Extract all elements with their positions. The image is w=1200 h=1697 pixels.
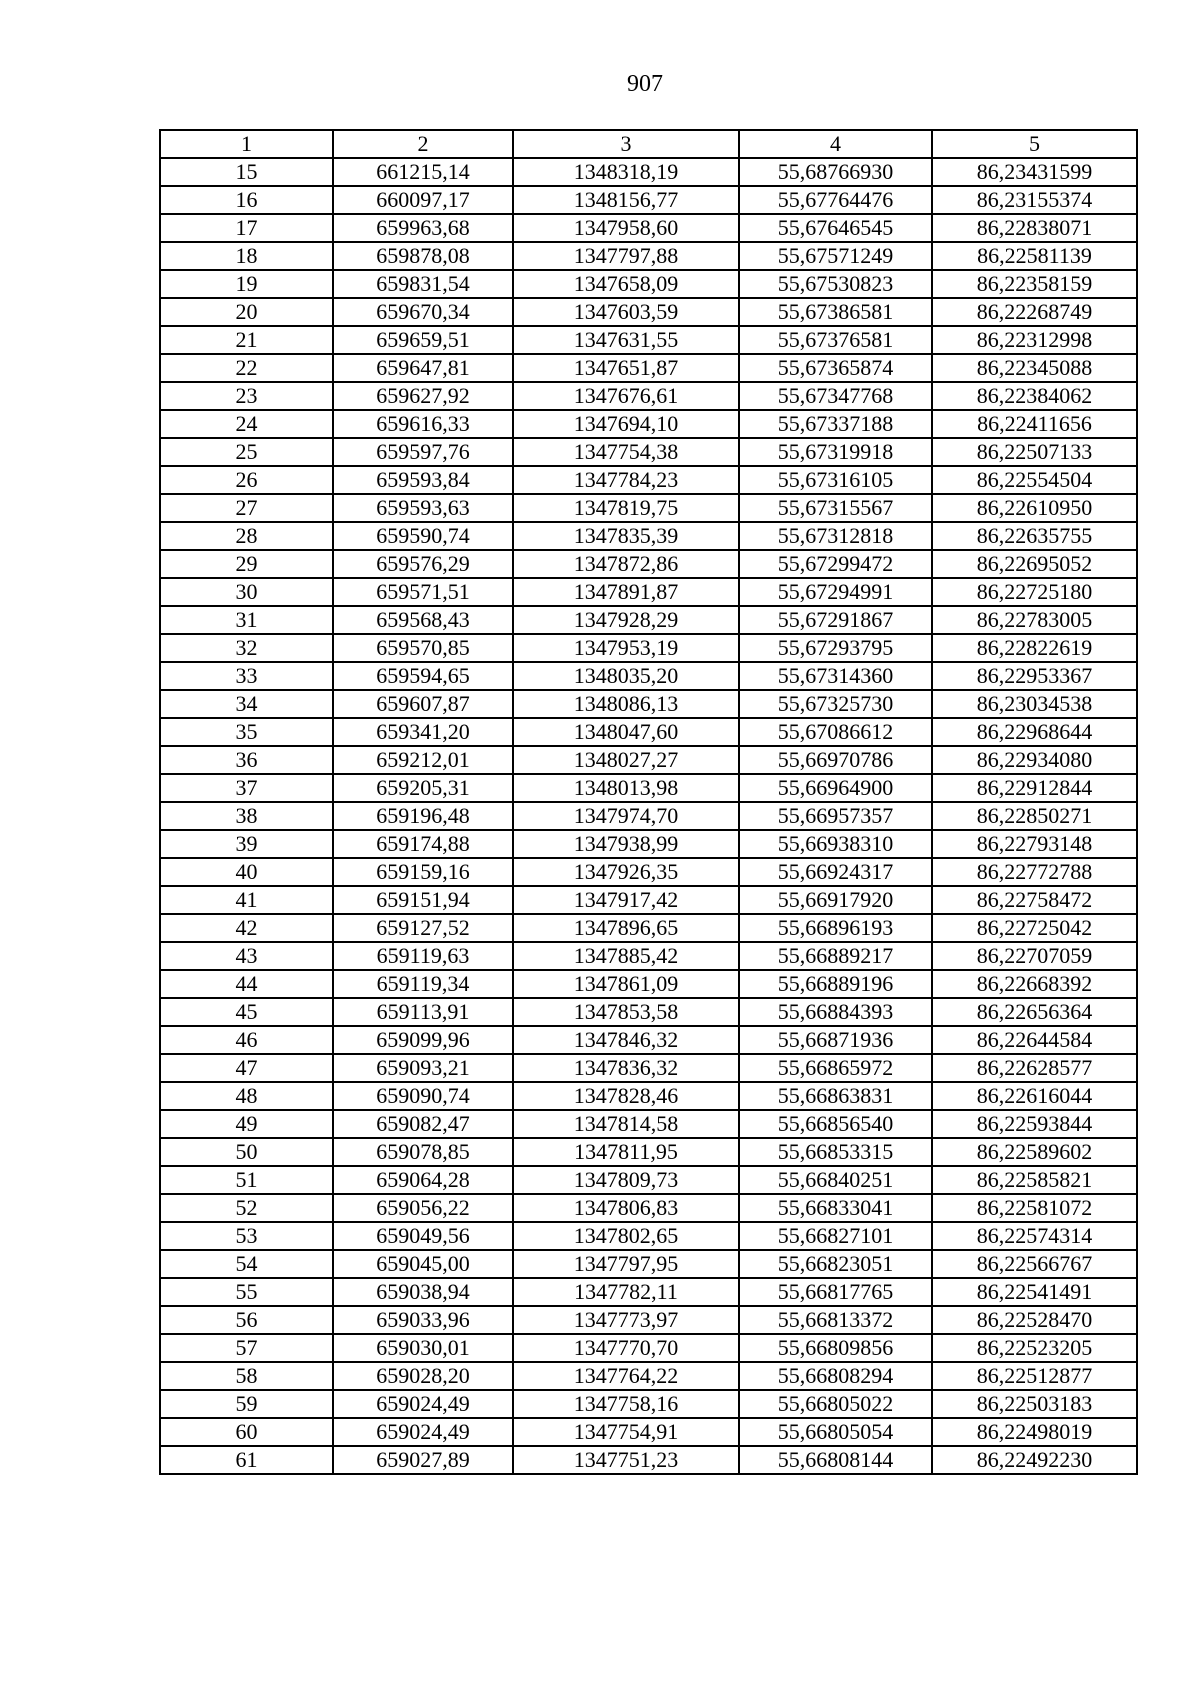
table-cell-col-1: 61 (160, 1446, 333, 1474)
table-cell-col-1: 42 (160, 914, 333, 942)
table-cell-col-4: 55,67365874 (739, 354, 932, 382)
table-cell-col-3: 1347836,32 (513, 1054, 739, 1082)
table-cell-col-3: 1348013,98 (513, 774, 739, 802)
table-cell-col-3: 1347811,95 (513, 1138, 739, 1166)
table-cell-col-4: 55,67316105 (739, 466, 932, 494)
table-cell-col-5: 86,22783005 (932, 606, 1137, 634)
table-cell-col-3: 1347797,88 (513, 242, 739, 270)
table-row (160, 326, 1137, 354)
table-cell-col-1: 26 (160, 466, 333, 494)
table-row (160, 410, 1137, 438)
table-cell-col-3: 1347926,35 (513, 858, 739, 886)
table-cell-col-2: 659593,84 (333, 466, 513, 494)
table-cell-col-4: 55,66827101 (739, 1222, 932, 1250)
table-cell-col-1: 49 (160, 1110, 333, 1138)
table-cell-col-2: 659196,48 (333, 802, 513, 830)
table-cell-col-1: 39 (160, 830, 333, 858)
table-cell-col-2: 659607,87 (333, 690, 513, 718)
table-cell-col-4: 55,66805054 (739, 1418, 932, 1446)
table-cell-col-3: 1347806,83 (513, 1194, 739, 1222)
table-cell-col-5: 86,22528470 (932, 1306, 1137, 1334)
table-row (160, 802, 1137, 830)
table-cell-col-5: 86,22507133 (932, 438, 1137, 466)
table-cell-col-2: 659078,85 (333, 1138, 513, 1166)
table-row (160, 550, 1137, 578)
table-cell-col-4: 55,67299472 (739, 550, 932, 578)
table-cell-col-2: 659597,76 (333, 438, 513, 466)
table-cell-col-3: 1347809,73 (513, 1166, 739, 1194)
table-cell-col-2: 659205,31 (333, 774, 513, 802)
table-row (160, 718, 1137, 746)
table-cell-col-4: 55,67325730 (739, 690, 932, 718)
table-cell-col-4: 55,67764476 (739, 186, 932, 214)
table-cell-col-4: 55,66863831 (739, 1082, 932, 1110)
table-cell-col-3: 1347938,99 (513, 830, 739, 858)
table-cell-col-1: 36 (160, 746, 333, 774)
table-cell-col-1: 37 (160, 774, 333, 802)
table-cell-col-2: 659082,47 (333, 1110, 513, 1138)
table-cell-col-1: 55 (160, 1278, 333, 1306)
table-row (160, 158, 1137, 186)
table-cell-col-5: 86,22610950 (932, 494, 1137, 522)
table-cell-col-3: 1347835,39 (513, 522, 739, 550)
table-cell-col-5: 86,22492230 (932, 1446, 1137, 1474)
table-cell-col-4: 55,67337188 (739, 410, 932, 438)
table-row (160, 186, 1137, 214)
table-row (160, 1250, 1137, 1278)
table-cell-col-3: 1347651,87 (513, 354, 739, 382)
table-cell-col-5: 86,22503183 (932, 1390, 1137, 1418)
table-cell-col-3: 1348035,20 (513, 662, 739, 690)
table-cell-col-1: 38 (160, 802, 333, 830)
table-cell-col-3: 1347958,60 (513, 214, 739, 242)
table-cell-col-5: 86,22593844 (932, 1110, 1137, 1138)
table-cell-col-4: 55,67530823 (739, 270, 932, 298)
table-row (160, 634, 1137, 662)
table-cell-col-5: 86,22541491 (932, 1278, 1137, 1306)
table-row (160, 270, 1137, 298)
table-cell-col-3: 1348156,77 (513, 186, 739, 214)
table-row (160, 1082, 1137, 1110)
table-cell-col-1: 46 (160, 1026, 333, 1054)
table-cell-col-5: 86,22695052 (932, 550, 1137, 578)
table-cell-col-5: 86,22725180 (932, 578, 1137, 606)
table-row (160, 298, 1137, 326)
table-cell-col-5: 86,22566767 (932, 1250, 1137, 1278)
table-cell-col-4: 55,67291867 (739, 606, 932, 634)
table-cell-col-5: 86,22384062 (932, 382, 1137, 410)
table-cell-col-4: 55,66865972 (739, 1054, 932, 1082)
table-row (160, 998, 1137, 1026)
table-cell-col-4: 55,66970786 (739, 746, 932, 774)
table-cell-col-2: 659049,56 (333, 1222, 513, 1250)
table-cell-col-5: 86,22581072 (932, 1194, 1137, 1222)
table-cell-col-3: 1347917,42 (513, 886, 739, 914)
table-cell-col-4: 55,66889217 (739, 942, 932, 970)
table-cell-col-1: 22 (160, 354, 333, 382)
table-row (160, 746, 1137, 774)
table-row (160, 1446, 1137, 1474)
table-row (160, 242, 1137, 270)
table-cell-col-5: 86,22707059 (932, 942, 1137, 970)
table-cell-col-1: 60 (160, 1418, 333, 1446)
table-cell-col-4: 55,67314360 (739, 662, 932, 690)
table-cell-col-4: 55,66809856 (739, 1334, 932, 1362)
table-cell-col-4: 55,66805022 (739, 1390, 932, 1418)
table-cell-col-5: 86,22589602 (932, 1138, 1137, 1166)
column-header-5: 5 (932, 130, 1137, 158)
table-cell-col-2: 659831,54 (333, 270, 513, 298)
table-cell-col-3: 1347896,65 (513, 914, 739, 942)
table-cell-col-2: 659590,74 (333, 522, 513, 550)
table-cell-col-3: 1347751,23 (513, 1446, 739, 1474)
table-cell-col-5: 86,22912844 (932, 774, 1137, 802)
table-cell-col-4: 55,66938310 (739, 830, 932, 858)
table-row (160, 1334, 1137, 1362)
table-cell-col-2: 659119,63 (333, 942, 513, 970)
table-cell-col-2: 659045,00 (333, 1250, 513, 1278)
table-cell-col-2: 659038,94 (333, 1278, 513, 1306)
table-cell-col-4: 55,66924317 (739, 858, 932, 886)
table-cell-col-5: 86,22635755 (932, 522, 1137, 550)
coordinates-table (159, 129, 1138, 1475)
table-row (160, 1166, 1137, 1194)
table-row (160, 1222, 1137, 1250)
table-cell-col-5: 86,22345088 (932, 354, 1137, 382)
table-cell-col-3: 1347953,19 (513, 634, 739, 662)
table-cell-col-3: 1347754,38 (513, 438, 739, 466)
table-cell-col-4: 55,66823051 (739, 1250, 932, 1278)
table-cell-col-3: 1347782,11 (513, 1278, 739, 1306)
table-row (160, 942, 1137, 970)
table-cell-col-3: 1347891,87 (513, 578, 739, 606)
table-cell-col-2: 659064,28 (333, 1166, 513, 1194)
table-cell-col-5: 86,22668392 (932, 970, 1137, 998)
table-cell-col-3: 1347797,95 (513, 1250, 739, 1278)
table-row (160, 1390, 1137, 1418)
table-cell-col-2: 659119,34 (333, 970, 513, 998)
table-cell-col-2: 659151,94 (333, 886, 513, 914)
table-cell-col-1: 29 (160, 550, 333, 578)
table-cell-col-2: 659024,49 (333, 1390, 513, 1418)
table-cell-col-4: 55,66817765 (739, 1278, 932, 1306)
table-row (160, 1418, 1137, 1446)
table-cell-col-4: 55,66964900 (739, 774, 932, 802)
table-cell-col-1: 40 (160, 858, 333, 886)
table-cell-col-4: 55,66896193 (739, 914, 932, 942)
table-cell-col-2: 660097,17 (333, 186, 513, 214)
table-row (160, 970, 1137, 998)
table-cell-col-1: 44 (160, 970, 333, 998)
table-cell-col-3: 1347773,97 (513, 1306, 739, 1334)
table-cell-col-1: 18 (160, 242, 333, 270)
table-cell-col-5: 86,22838071 (932, 214, 1137, 242)
table-row (160, 690, 1137, 718)
column-header-3: 3 (513, 130, 739, 158)
table-cell-col-1: 56 (160, 1306, 333, 1334)
table-cell-col-5: 86,22268749 (932, 298, 1137, 326)
table-cell-col-3: 1347770,70 (513, 1334, 739, 1362)
table-cell-col-2: 659027,89 (333, 1446, 513, 1474)
table-cell-col-3: 1348047,60 (513, 718, 739, 746)
table-cell-col-1: 50 (160, 1138, 333, 1166)
table-cell-col-5: 86,22953367 (932, 662, 1137, 690)
table-cell-col-2: 659212,01 (333, 746, 513, 774)
table-cell-col-1: 20 (160, 298, 333, 326)
table-cell-col-2: 659571,51 (333, 578, 513, 606)
column-header-2: 2 (333, 130, 513, 158)
table-cell-col-3: 1347764,22 (513, 1362, 739, 1390)
table-cell-col-5: 86,22312998 (932, 326, 1137, 354)
table-cell-col-3: 1347658,09 (513, 270, 739, 298)
table-row (160, 466, 1137, 494)
table-row (160, 578, 1137, 606)
table-cell-col-3: 1347828,46 (513, 1082, 739, 1110)
table-cell-col-4: 55,67386581 (739, 298, 932, 326)
table-cell-col-3: 1347603,59 (513, 298, 739, 326)
table-cell-col-2: 659090,74 (333, 1082, 513, 1110)
table-row (160, 662, 1137, 690)
table-cell-col-4: 55,67646545 (739, 214, 932, 242)
table-cell-col-1: 45 (160, 998, 333, 1026)
table-cell-col-5: 86,22616044 (932, 1082, 1137, 1110)
table-cell-col-3: 1347814,58 (513, 1110, 739, 1138)
table-cell-col-1: 28 (160, 522, 333, 550)
table-cell-col-1: 33 (160, 662, 333, 690)
table-cell-col-4: 55,66813372 (739, 1306, 932, 1334)
table-row (160, 1138, 1137, 1166)
table-cell-col-1: 15 (160, 158, 333, 186)
table-cell-col-4: 55,66833041 (739, 1194, 932, 1222)
table-row (160, 522, 1137, 550)
table-cell-col-2: 659963,68 (333, 214, 513, 242)
table-cell-col-1: 16 (160, 186, 333, 214)
table-cell-col-5: 86,22581139 (932, 242, 1137, 270)
table-cell-col-1: 19 (160, 270, 333, 298)
table-cell-col-1: 59 (160, 1390, 333, 1418)
table-cell-col-2: 659341,20 (333, 718, 513, 746)
table-row (160, 914, 1137, 942)
table-cell-col-3: 1348318,19 (513, 158, 739, 186)
table-cell-col-4: 55,67347768 (739, 382, 932, 410)
table-cell-col-2: 659593,63 (333, 494, 513, 522)
table-cell-col-5: 86,22793148 (932, 830, 1137, 858)
table-cell-col-1: 31 (160, 606, 333, 634)
table-cell-col-1: 54 (160, 1250, 333, 1278)
table-cell-col-5: 86,22523205 (932, 1334, 1137, 1362)
table-cell-col-1: 58 (160, 1362, 333, 1390)
table-row (160, 1054, 1137, 1082)
table-cell-col-5: 86,22968644 (932, 718, 1137, 746)
table-cell-col-1: 52 (160, 1194, 333, 1222)
table-cell-col-1: 47 (160, 1054, 333, 1082)
table-cell-col-2: 659627,92 (333, 382, 513, 410)
table-cell-col-2: 659033,96 (333, 1306, 513, 1334)
table-cell-col-4: 55,66871936 (739, 1026, 932, 1054)
table-cell-col-1: 53 (160, 1222, 333, 1250)
table-row (160, 494, 1137, 522)
table-cell-col-3: 1347819,75 (513, 494, 739, 522)
table-body (160, 158, 1137, 1474)
table-cell-col-2: 659568,43 (333, 606, 513, 634)
table-cell-col-1: 51 (160, 1166, 333, 1194)
table-cell-col-1: 23 (160, 382, 333, 410)
table-cell-col-2: 659099,96 (333, 1026, 513, 1054)
table-cell-col-4: 55,67319918 (739, 438, 932, 466)
table-cell-col-2: 659174,88 (333, 830, 513, 858)
table-row (160, 1306, 1137, 1334)
table-cell-col-5: 86,22644584 (932, 1026, 1137, 1054)
table-row (160, 1026, 1137, 1054)
table-cell-col-3: 1347846,32 (513, 1026, 739, 1054)
table-cell-col-1: 25 (160, 438, 333, 466)
table-cell-col-5: 86,22358159 (932, 270, 1137, 298)
table-cell-col-2: 659093,21 (333, 1054, 513, 1082)
table-row (160, 886, 1137, 914)
table-cell-col-5: 86,22725042 (932, 914, 1137, 942)
table-cell-col-5: 86,22772788 (932, 858, 1137, 886)
table-cell-col-4: 55,66856540 (739, 1110, 932, 1138)
table-cell-col-5: 86,23034538 (932, 690, 1137, 718)
table-cell-col-5: 86,22758472 (932, 886, 1137, 914)
table-row (160, 1110, 1137, 1138)
table-cell-col-1: 17 (160, 214, 333, 242)
table-cell-col-3: 1347694,10 (513, 410, 739, 438)
table-cell-col-4: 55,67315567 (739, 494, 932, 522)
table-cell-col-3: 1347631,55 (513, 326, 739, 354)
table-cell-col-3: 1347676,61 (513, 382, 739, 410)
table-cell-col-2: 659024,49 (333, 1418, 513, 1446)
table-cell-col-4: 55,66889196 (739, 970, 932, 998)
table-cell-col-1: 34 (160, 690, 333, 718)
table-cell-col-4: 55,66853315 (739, 1138, 932, 1166)
table-cell-col-5: 86,22585821 (932, 1166, 1137, 1194)
table-cell-col-4: 55,67376581 (739, 326, 932, 354)
table-cell-col-2: 659670,34 (333, 298, 513, 326)
table-cell-col-5: 86,22656364 (932, 998, 1137, 1026)
table-row (160, 858, 1137, 886)
table-cell-col-5: 86,22554504 (932, 466, 1137, 494)
table-cell-col-2: 659127,52 (333, 914, 513, 942)
table-cell-col-2: 659159,16 (333, 858, 513, 886)
table-cell-col-2: 659056,22 (333, 1194, 513, 1222)
table-row (160, 382, 1137, 410)
table-cell-col-3: 1347758,16 (513, 1390, 739, 1418)
table-row (160, 774, 1137, 802)
table-cell-col-4: 55,66957357 (739, 802, 932, 830)
table-cell-col-1: 57 (160, 1334, 333, 1362)
table-cell-col-2: 659030,01 (333, 1334, 513, 1362)
table-row (160, 1194, 1137, 1222)
table-cell-col-3: 1347784,23 (513, 466, 739, 494)
table-row (160, 830, 1137, 858)
table-row (160, 1278, 1137, 1306)
table-cell-col-2: 659616,33 (333, 410, 513, 438)
table-cell-col-3: 1347928,29 (513, 606, 739, 634)
table-cell-col-5: 86,22498019 (932, 1418, 1137, 1446)
table-cell-col-1: 48 (160, 1082, 333, 1110)
table-cell-col-2: 659878,08 (333, 242, 513, 270)
table-cell-col-4: 55,66884393 (739, 998, 932, 1026)
table-cell-col-4: 55,66917920 (739, 886, 932, 914)
table-cell-col-4: 55,67293795 (739, 634, 932, 662)
column-header-4: 4 (739, 130, 932, 158)
table-cell-col-4: 55,67312818 (739, 522, 932, 550)
table-cell-col-5: 86,22628577 (932, 1054, 1137, 1082)
table-cell-col-3: 1347802,65 (513, 1222, 739, 1250)
table-cell-col-5: 86,22850271 (932, 802, 1137, 830)
table-cell-col-1: 24 (160, 410, 333, 438)
table-cell-col-2: 661215,14 (333, 158, 513, 186)
table-cell-col-5: 86,22934080 (932, 746, 1137, 774)
table-cell-col-5: 86,22411656 (932, 410, 1137, 438)
table-row (160, 1362, 1137, 1390)
table-cell-col-2: 659659,51 (333, 326, 513, 354)
header-row (160, 130, 1137, 158)
table-cell-col-4: 55,66840251 (739, 1166, 932, 1194)
table-cell-col-1: 41 (160, 886, 333, 914)
table-cell-col-4: 55,67086612 (739, 718, 932, 746)
table-cell-col-2: 659647,81 (333, 354, 513, 382)
table-row (160, 214, 1137, 242)
column-header-1: 1 (160, 130, 333, 158)
table-cell-col-3: 1347754,91 (513, 1418, 739, 1446)
table-row (160, 606, 1137, 634)
table-cell-col-1: 32 (160, 634, 333, 662)
table-cell-col-4: 55,68766930 (739, 158, 932, 186)
table-row (160, 438, 1137, 466)
table-cell-col-3: 1348027,27 (513, 746, 739, 774)
page-number: 907 (627, 71, 663, 97)
table-cell-col-1: 30 (160, 578, 333, 606)
table-cell-col-3: 1348086,13 (513, 690, 739, 718)
table-cell-col-5: 86,23155374 (932, 186, 1137, 214)
table-cell-col-2: 659028,20 (333, 1362, 513, 1390)
table-cell-col-1: 21 (160, 326, 333, 354)
table-cell-col-2: 659576,29 (333, 550, 513, 578)
table-cell-col-5: 86,22512877 (932, 1362, 1137, 1390)
table-cell-col-3: 1347872,86 (513, 550, 739, 578)
table-cell-col-3: 1347853,58 (513, 998, 739, 1026)
table-cell-col-4: 55,67294991 (739, 578, 932, 606)
table-cell-col-5: 86,22822619 (932, 634, 1137, 662)
table-cell-col-2: 659594,65 (333, 662, 513, 690)
table-cell-col-5: 86,23431599 (932, 158, 1137, 186)
table-row (160, 354, 1137, 382)
table-cell-col-3: 1347974,70 (513, 802, 739, 830)
table-cell-col-1: 43 (160, 942, 333, 970)
table-cell-col-1: 27 (160, 494, 333, 522)
table-cell-col-4: 55,67571249 (739, 242, 932, 270)
table-cell-col-4: 55,66808144 (739, 1446, 932, 1474)
table-cell-col-4: 55,66808294 (739, 1362, 932, 1390)
table-cell-col-1: 35 (160, 718, 333, 746)
table-cell-col-2: 659113,91 (333, 998, 513, 1026)
table-cell-col-3: 1347861,09 (513, 970, 739, 998)
table-cell-col-5: 86,22574314 (932, 1222, 1137, 1250)
table-cell-col-3: 1347885,42 (513, 942, 739, 970)
table-cell-col-2: 659570,85 (333, 634, 513, 662)
